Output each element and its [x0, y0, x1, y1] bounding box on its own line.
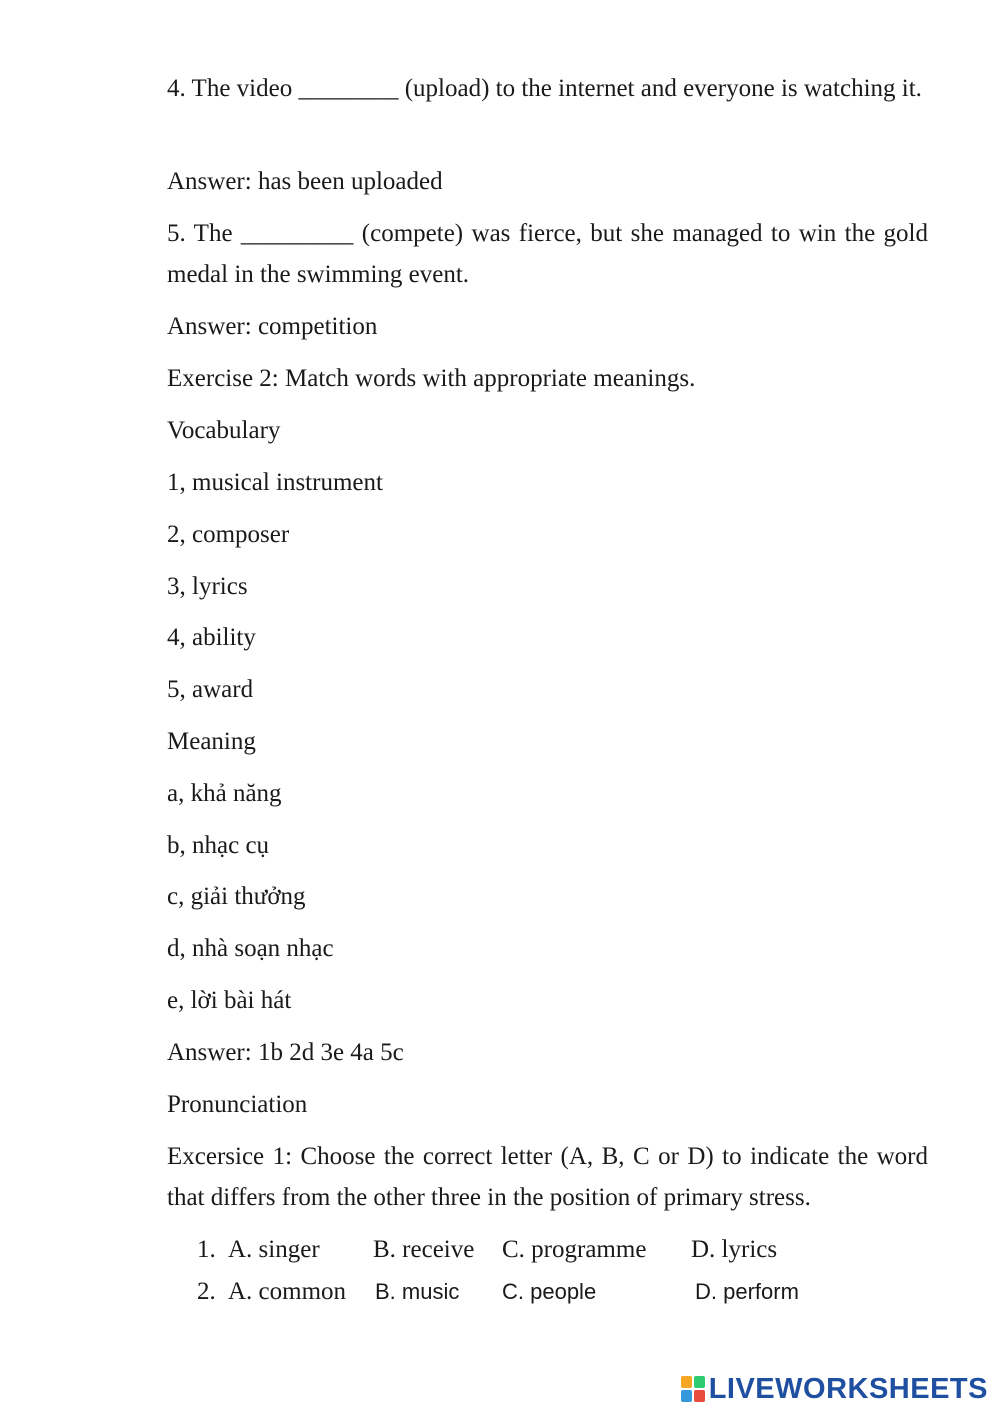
vocab-item: 4, ability	[167, 624, 256, 651]
exercise-2-answer: Answer: 1b 2d 3e 4a 5c	[167, 1039, 404, 1066]
vocab-item: 5, award	[167, 676, 254, 703]
question-5: 5. The _________ (compete) was fierce, but she managed to win the gold medal in the swimming event.	[167, 220, 928, 288]
option-d: D. perform	[695, 1279, 799, 1304]
vocab-item: 1, musical instrument	[167, 469, 383, 496]
option-a: A. common	[228, 1278, 347, 1305]
mcq-question-1	[197, 1229, 928, 1270]
answer-5: Answer: competition	[167, 313, 378, 340]
logo-text: LIVEWORKSHEETS	[708, 1372, 988, 1405]
pronunciation-heading: Pronunciation	[167, 1091, 308, 1118]
meaning-item: e, lời bài hát	[167, 987, 292, 1014]
logo-mark-icon	[681, 1376, 705, 1402]
question-number: 1.	[197, 1236, 216, 1263]
meaning-item: d, nhà soạn nhạc	[167, 935, 334, 962]
option-b: B. receive	[373, 1236, 475, 1263]
answer-4: Answer: has been uploaded	[167, 168, 443, 195]
liveworksheets-logo	[681, 1372, 988, 1406]
option-c: C. people	[502, 1279, 597, 1304]
meaning-item: c, giải thưởng	[167, 883, 306, 910]
vocab-item: 3, lyrics	[167, 573, 248, 600]
meaning-item: a, khả năng	[167, 780, 282, 807]
option-b: B. music	[375, 1279, 460, 1304]
meaning-item: b, nhạc cụ	[167, 832, 270, 859]
option-d: D. lyrics	[691, 1236, 778, 1263]
pronunciation-exercise-1: Excersice 1: Choose the correct letter (A, B, C or D) to indicate the word that differs from the other three in the position of primary stress.	[167, 1143, 928, 1211]
option-a: A. singer	[228, 1236, 320, 1263]
question-4: 4. The video ________ (upload) to the internet and everyone is watching it.	[167, 75, 922, 102]
question-number: 2.	[197, 1278, 216, 1305]
exercise-2-title: Exercise 2: Match words with appropriate meanings.	[167, 365, 696, 392]
vocab-item: 2, composer	[167, 521, 290, 548]
vocabulary-heading: Vocabulary	[167, 417, 281, 444]
option-c: C. programme	[502, 1236, 647, 1263]
meaning-heading: Meaning	[167, 728, 256, 755]
mcq-question-2	[197, 1271, 928, 1312]
